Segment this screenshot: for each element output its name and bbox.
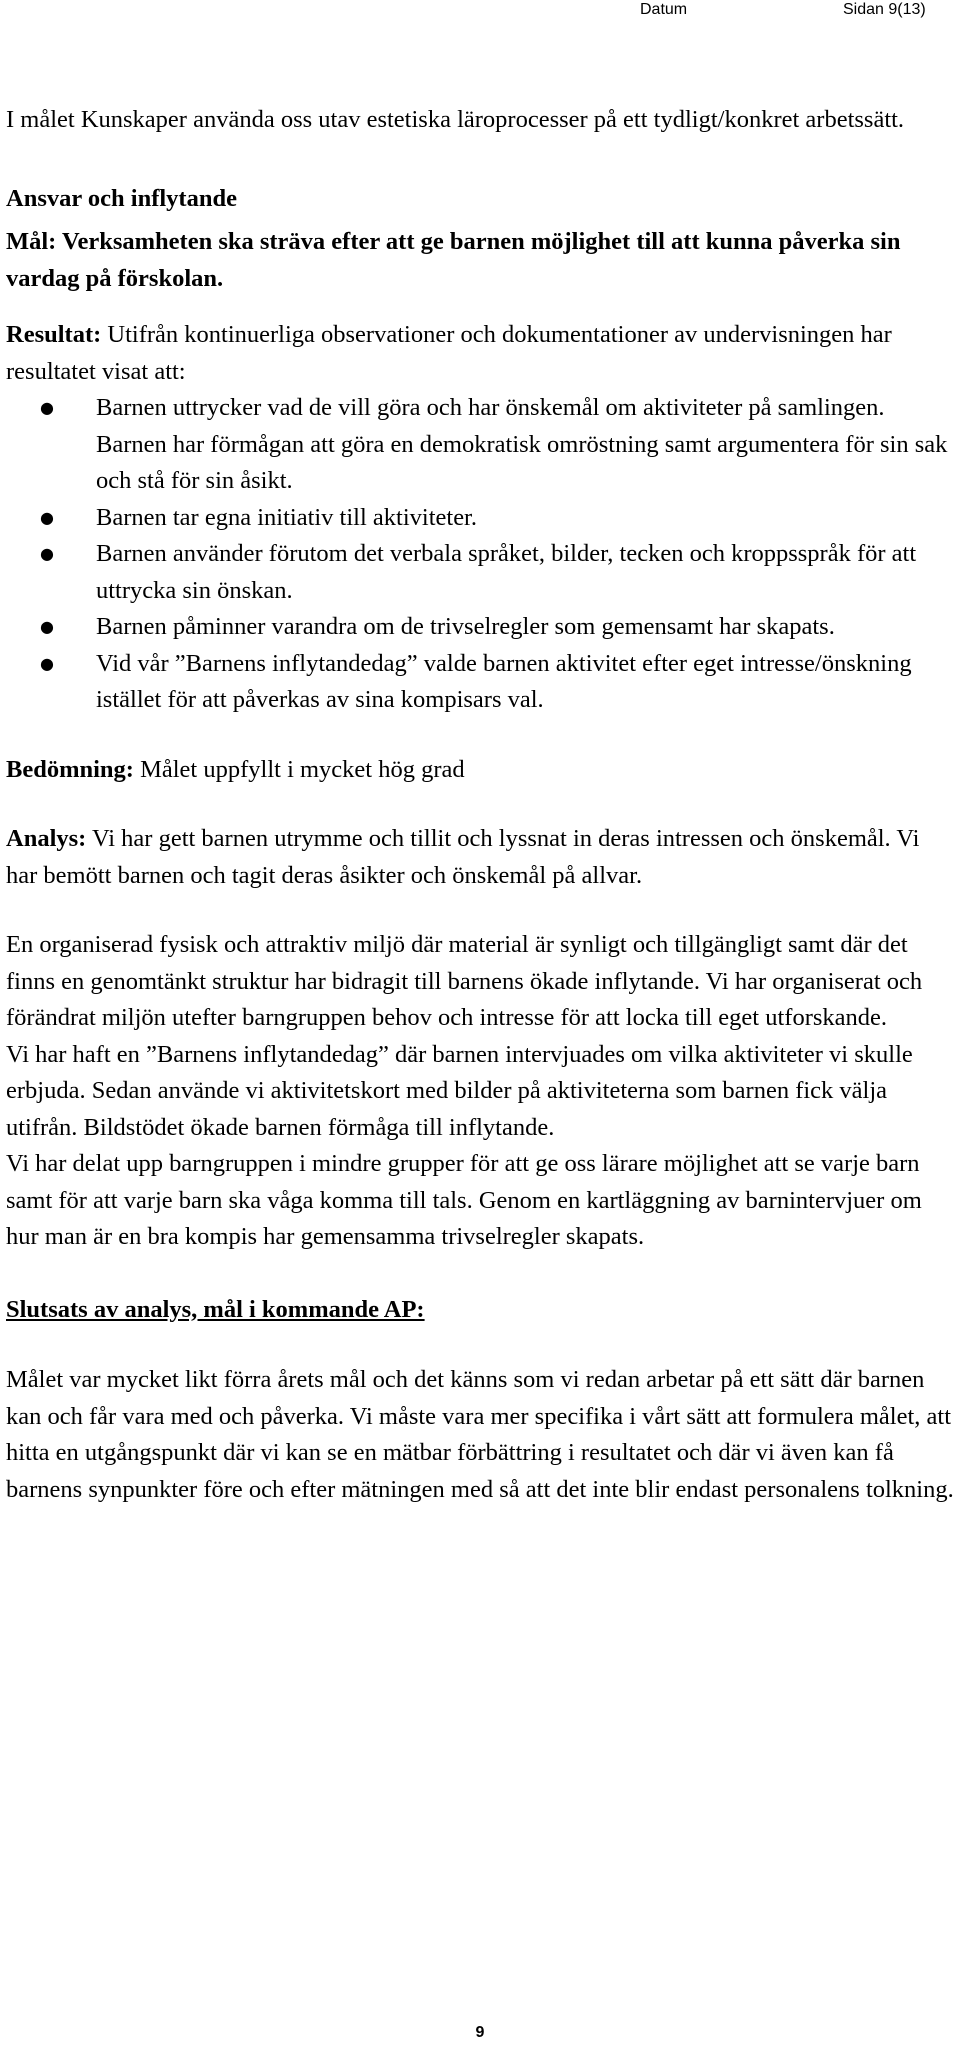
result-label: Resultat:	[6, 321, 102, 348]
goal-statement: Mål: Verksamheten ska sträva efter att ge barnen möjlighet till att kunna påverka sin vardag på förskolan.	[6, 228, 901, 292]
bullet-text: Vid vår ”Barnens inflytandedag” valde barnen aktivitet efter eget intresse/önskning istället för att påverkas av sina kompisars val.	[96, 649, 912, 713]
body-paragraph: Vi har delat upp barngruppen i mindre grupper för att ge oss lärare möjlighet att se varje barn samt för att varje barn ska våga komma till tals. Genom en kartläggning av barnintervjuer om hur man är en bra kompis har gemensamma trivselregler skapats.	[6, 1150, 922, 1250]
header-page-counter: Sidan 9(13)	[843, 1, 926, 18]
assessment-label: Bedömning:	[6, 755, 134, 783]
list-item	[6, 536, 956, 609]
bullet-icon: ●	[40, 544, 54, 563]
assessment-text: Målet uppfyllt i mycket hög grad	[133, 755, 465, 783]
analysis-text: Vi har gett barnen utrymme och tillit och lyssnat in deras intressen och önskemål. Vi har bemött barnen och tagit deras åsikter och önskemål på allvar.	[6, 825, 920, 889]
page-header	[0, 0, 960, 22]
bullet-icon: ●	[40, 398, 54, 417]
bullet-icon: ●	[40, 653, 54, 673]
conclusion-title: Slutsats av analys, mål i kommande AP:	[6, 1295, 425, 1323]
bullet-icon: ●	[40, 617, 54, 636]
result-intro	[6, 317, 956, 390]
intro-paragraph: I målet Kunskaper använda oss utav estetiska läroprocesser på ett tydligt/konkret arbetssätt.	[6, 106, 905, 133]
bullet-icon: ●	[40, 507, 54, 527]
document-body	[6, 102, 956, 1508]
bullet-text: Barnen tar egna initiativ till aktiviteter.	[96, 503, 477, 531]
page-number: 9	[475, 2024, 485, 2041]
body-paragraph: Vi har haft en ”Barnens inflytandedag” där barnen intervjuades om vilka aktiviteter vi skulle erbjuda. Sedan använde vi aktivitetskort med bilder på aktiviteterna som barnen fick välja utifrån. Bildstödet ökade barnen förmåga till inflytande.	[6, 1040, 913, 1141]
list-item	[6, 609, 956, 646]
analysis	[6, 821, 956, 894]
list-item	[6, 646, 956, 719]
bullet-text: Barnen använder förutom det verbala språket, bilder, tecken och kroppsspråk för att uttrycka sin önskan.	[96, 540, 917, 604]
analysis-label: Analys:	[6, 825, 87, 852]
list-item	[6, 390, 956, 500]
conclusion-text: Målet var mycket likt förra årets mål och det känns som vi redan arbetar på ett sätt där barnen kan och får vara med och påverka. Vi måste vara mer specifika i vårt sätt att formulera målet, att hitta en utgångspunkt där vi kan se en mätbar förbättring i resultatet och där vi även kan få barnens synpunkter före och efter mätningen med så att det inte blir endast personalens tolkning.	[6, 1366, 954, 1503]
bullet-text: Barnen uttrycker vad de vill göra och har önskemål om aktiviteter på samlingen. Barnen har förmågan att göra en demokratisk omröstning samt argumentera för sin sak och stå för sin åsikt.	[96, 394, 948, 494]
result-bullet-list	[6, 390, 956, 719]
body-paragraph: En organiserad fysisk och attraktiv miljö där material är synligt och tillgängligt samt där det finns en genomtänkt struktur har bidragit till barnens ökade inflytande. Vi har organiserat och förändrat miljön utefter barngruppen behov och intresse för att locka till eget utforskande.	[6, 931, 923, 1031]
section-title: Ansvar och inflytande	[6, 184, 237, 212]
result-text: Utifrån kontinuerliga observationer och dokumentationer av undervisningen har resultatet visat att:	[6, 321, 892, 385]
list-item	[6, 500, 956, 537]
bullet-text: Barnen påminner varandra om de trivselregler som gemensamt har skapats.	[96, 613, 835, 640]
assessment	[6, 752, 956, 789]
header-date-label: Datum	[640, 1, 688, 18]
